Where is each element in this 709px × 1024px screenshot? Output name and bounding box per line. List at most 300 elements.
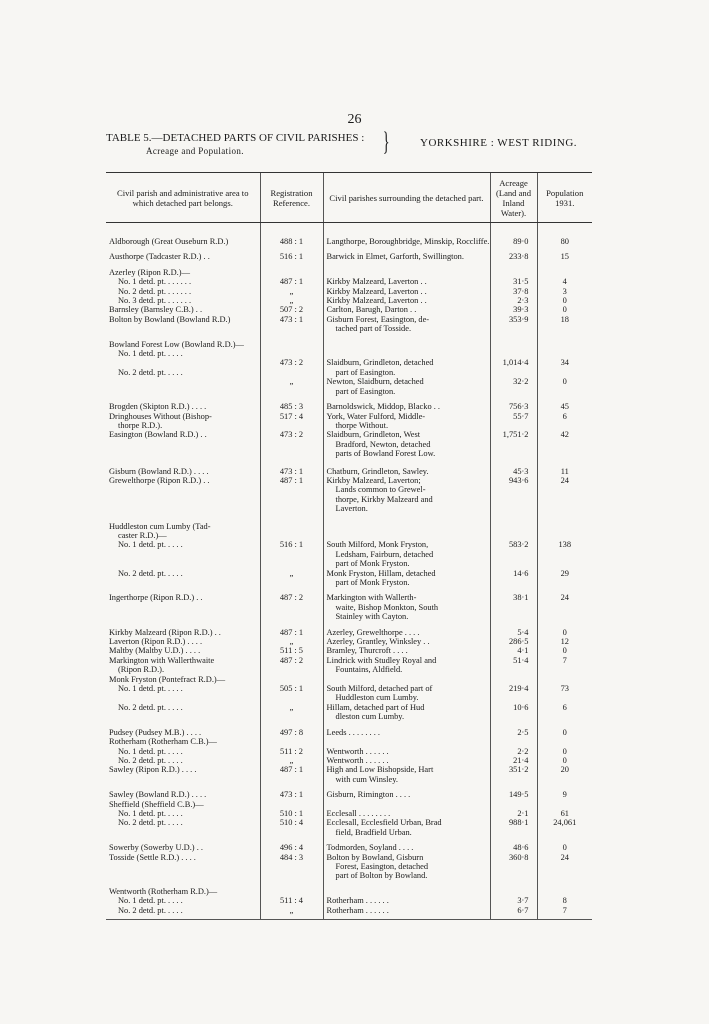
surrounding-line: Laverton.: [335, 504, 368, 514]
population-line: 0: [562, 843, 567, 853]
population-line: [541, 665, 590, 674]
parish-cell: [106, 246, 260, 261]
acreage-line: 219·4: [508, 684, 529, 694]
population-line: 20: [560, 765, 569, 775]
surrounding-cell: [323, 246, 490, 261]
parish-cell: [106, 784, 260, 837]
parish-line: (Ripon R.D.).: [118, 665, 165, 675]
population-line: 3: [562, 286, 567, 296]
parish-line: No. 1 detd. pt. . . . .: [118, 746, 183, 756]
population-line: 24: [560, 475, 569, 485]
population-cell: [537, 514, 592, 588]
reference-line: [264, 559, 320, 568]
acreage-line: [494, 268, 529, 277]
brace-glyph: }: [382, 127, 390, 156]
parish-line: No. 1 detd. pt. . . . .: [118, 540, 183, 550]
parish-line: Azerley (Ripon R.D.)—: [109, 267, 190, 277]
acreage-line: 55·7: [513, 411, 529, 421]
population-cell: [537, 881, 592, 915]
parish-cell: [106, 334, 260, 396]
reference-line: 497 : 8: [279, 727, 304, 737]
parish-line: Maltby (Maltby U.D.) . . . .: [109, 646, 201, 656]
surrounding-line: [327, 268, 487, 277]
population-cell: [537, 334, 592, 396]
region-title: YORKSHIRE : WEST RIDING.: [420, 137, 578, 149]
parish-line: No. 1 detd. pt. . . . .: [118, 684, 183, 694]
reference-line: 487 : 1: [279, 475, 304, 485]
parish-line: Huddleston cum Lumby (Tad-: [109, 521, 211, 531]
parish-line: No. 2 detd. pt. . . . .: [118, 367, 183, 377]
reference-cell: [260, 622, 323, 722]
population-line: [541, 522, 590, 531]
parish-line: Tosside (Settle R.D.) . . . .: [109, 852, 196, 862]
population-cell: [537, 622, 592, 722]
table-spacer-row: [106, 915, 592, 920]
surrounding-line: Slaidburn, Grindleton, West: [326, 430, 421, 440]
table-row: [106, 514, 592, 588]
surrounding-line: field, Bradfield Urban.: [335, 827, 412, 837]
acreage-cell: [490, 334, 537, 396]
parish-line: No. 2 detd. pt. . . . .: [118, 702, 183, 712]
population-line: 138: [558, 540, 572, 550]
surrounding-line: Forest, Easington, detached: [335, 861, 429, 871]
surrounding-line: Newton, Slaidburn, detached: [326, 377, 424, 387]
acreage-cell: [490, 784, 537, 837]
reference-line: [264, 340, 320, 349]
parish-cell: [106, 837, 260, 881]
population-line: 0: [562, 727, 567, 737]
reference-cell: [260, 587, 323, 621]
surrounding-line: Markington with Wallerth-: [326, 593, 417, 603]
acreage-line: [494, 340, 529, 349]
reference-line: 473 : 2: [279, 358, 304, 368]
acreage-line: 351·2: [508, 765, 529, 775]
reference-cell: [260, 722, 323, 784]
acreage-line: 1,751·2: [502, 430, 529, 440]
acreage-line: [494, 800, 529, 809]
surrounding-cell: [323, 223, 490, 247]
population-cell: [537, 837, 592, 881]
spacer-cell: [260, 915, 323, 920]
table-row: [106, 246, 592, 261]
parish-line: No. 2 detd. pt. . . . .: [118, 905, 183, 915]
acreage-cell: [490, 837, 537, 881]
parish-cell: [106, 881, 260, 915]
reference-line: 487 : 2: [279, 593, 304, 603]
surrounding-line: Azerley, Grewelthorpe . . . .: [326, 627, 420, 637]
acreage-line: [494, 421, 529, 430]
population-line: 24,061: [553, 818, 577, 828]
reference-line: 516 : 1: [279, 540, 304, 550]
acreage-line: 10·6: [513, 702, 529, 712]
acreage-line: 2·3: [517, 296, 529, 306]
acreage-line: 21·4: [513, 755, 529, 765]
reference-line: [264, 268, 320, 277]
parish-line: [109, 550, 257, 559]
table-row: [106, 837, 592, 881]
col-header-parish: Civil parish and administrative area to which detached part belongs.: [106, 173, 260, 223]
population-cell: [537, 223, 592, 247]
population-cell: [537, 262, 592, 334]
surrounding-line: Slaidburn, Grindleton, detached: [326, 358, 434, 368]
population-line: 42: [560, 430, 569, 440]
surrounding-line: York, Water Fulford, Middle-: [326, 411, 426, 421]
surrounding-line: Rotherham . . . . . .: [326, 905, 389, 915]
reference-line: [264, 531, 320, 540]
surrounding-cell: [323, 622, 490, 722]
surrounding-line: [327, 800, 487, 809]
parish-line: Barnsley (Barnsley C.B.) . .: [109, 305, 203, 315]
acreage-line: 39·3: [513, 305, 529, 315]
surrounding-line: Huddleston cum Lumby.: [335, 693, 419, 703]
acreage-line: 48·6: [513, 843, 529, 853]
reference-line: „: [289, 702, 294, 712]
surrounding-line: Wentworth . . . . . .: [326, 746, 389, 756]
reference-line: [264, 368, 320, 377]
population-line: [541, 559, 590, 568]
surrounding-line: thorpe, Kirkby Malzeard and: [335, 494, 433, 504]
reference-line: 507 : 2: [279, 305, 304, 315]
surrounding-line: Carlton, Barugh, Darton . .: [326, 305, 417, 315]
acreage-line: [494, 559, 529, 568]
parish-line: Kirkby Malzeard (Ripon R.D.) . .: [109, 627, 221, 637]
parish-line: No. 1 detd. pt. . . . .: [118, 349, 183, 359]
table-title: TABLE 5.—DETACHED PARTS OF CIVIL PARISHES :: [106, 132, 365, 144]
reference-line: 473 : 1: [279, 314, 304, 324]
parish-cell: [106, 722, 260, 784]
parish-cell: [106, 459, 260, 514]
surrounding-line: Gisburn, Rimington . . . .: [326, 790, 411, 800]
reference-cell: [260, 514, 323, 588]
acreage-line: 14·6: [513, 568, 529, 578]
parish-line: No. 3 detd. pt. . . . . . .: [118, 296, 192, 306]
surrounding-line: part of Monk Fryston.: [335, 559, 410, 569]
reference-line: „: [289, 296, 294, 306]
acreage-line: 2·1: [517, 808, 529, 818]
acreage-line: [494, 887, 529, 896]
reference-cell: [260, 459, 323, 514]
surrounding-line: part of Bolton by Bowland.: [335, 871, 428, 881]
acreage-cell: [490, 514, 537, 588]
reference-line: [264, 421, 320, 430]
reference-line: 511 : 2: [280, 746, 303, 756]
reference-line: 496 : 4: [279, 843, 304, 853]
surrounding-line: part of Easington.: [335, 367, 396, 377]
acreage-line: 756·3: [508, 402, 529, 412]
parish-line: [109, 693, 257, 702]
population-line: 24: [560, 593, 569, 603]
parish-line: Rotherham (Rotherham C.B.)—: [109, 737, 217, 747]
surrounding-line: Ecclesall . . . . . . . .: [326, 808, 391, 818]
col-header-surrounding: Civil parishes surrounding the detached part.: [323, 173, 490, 223]
acreage-cell: [490, 396, 537, 458]
surrounding-line: part of Monk Fryston.: [335, 578, 410, 587]
reference-cell: [260, 246, 323, 261]
surrounding-line: Bolton by Bowland, Gisburn: [326, 852, 424, 862]
parish-line: No. 1 detd. pt. . . . .: [118, 896, 183, 906]
parish-cell: [106, 262, 260, 334]
surrounding-line: tached part of Tosside.: [335, 324, 412, 334]
surrounding-line: [327, 340, 487, 349]
population-line: 24: [560, 852, 569, 862]
surrounding-line: Bradford, Newton, detached: [335, 439, 431, 449]
table-header-row: [106, 173, 592, 223]
col-header-acreage: Acreage (Land and Inland Water).: [490, 173, 537, 223]
population-line: 0: [562, 755, 567, 765]
surrounding-cell: [323, 587, 490, 621]
parish-line: Sawley (Bowland R.D.) . . . .: [109, 790, 207, 800]
parish-line: Austhorpe (Tadcaster R.D.) . .: [109, 252, 210, 262]
surrounding-line: Leeds . . . . . . . .: [326, 727, 380, 737]
reference-line: „: [289, 755, 294, 765]
population-line: [541, 340, 590, 349]
population-line: 8: [562, 896, 567, 906]
surrounding-line: Todmorden, Soyland . . . .: [326, 843, 414, 853]
parish-line: Sheffield (Sheffield C.B.)—: [109, 799, 204, 809]
parish-line: Easington (Bowland R.D.) . .: [109, 430, 207, 440]
table-row: [106, 622, 592, 722]
reference-line: „: [289, 568, 294, 578]
parish-line: Aldborough (Great Ouseburn R.D.): [109, 237, 229, 246]
parish-cell: [106, 514, 260, 588]
acreage-line: 5·4: [517, 627, 529, 637]
reference-line: [264, 887, 320, 896]
surrounding-cell: [323, 722, 490, 784]
surrounding-line: Kirkby Malzeard, Laverton;: [326, 475, 421, 485]
surrounding-line: Azerley, Grantley, Winksley . .: [326, 637, 430, 647]
surrounding-line: Monk Fryston, Hillam, detached: [326, 568, 436, 578]
acreage-line: [494, 368, 529, 377]
population-line: 4: [562, 277, 567, 287]
population-line: 12: [560, 637, 569, 647]
acreage-line: [494, 665, 529, 674]
parish-line: Grewelthorpe (Ripon R.D.) . .: [109, 475, 210, 485]
surrounding-line: High and Low Bishopside, Hart: [326, 765, 434, 775]
table-body: [106, 223, 592, 920]
acreage-line: [494, 522, 529, 531]
population-line: 0: [562, 646, 567, 656]
population-line: 7: [562, 905, 567, 915]
parish-line: Wentworth (Rotherham R.D.)—: [109, 886, 218, 896]
acreage-cell: [490, 881, 537, 915]
reference-line: 485 : 3: [279, 402, 304, 412]
acreage-line: [494, 349, 529, 358]
acreage-line: 4·1: [517, 646, 529, 656]
surrounding-line: dleston cum Lumby.: [335, 712, 405, 722]
population-cell: [537, 396, 592, 458]
acreage-cell: [490, 722, 537, 784]
parish-cell: [106, 622, 260, 722]
acreage-line: [494, 675, 529, 684]
reference-line: [264, 522, 320, 531]
acreage-cell: [490, 587, 537, 621]
population-line: 18: [560, 314, 569, 324]
surrounding-line: Fountains, Aldfield.: [335, 665, 403, 675]
population-line: 15: [560, 252, 569, 262]
acreage-line: 149·5: [508, 790, 529, 800]
reference-line: 511 : 5: [280, 646, 303, 656]
reference-line: [264, 737, 320, 746]
surrounding-line: Lands common to Grewel-: [335, 485, 426, 495]
reference-cell: [260, 262, 323, 334]
reference-line: 505 : 1: [279, 684, 304, 694]
surrounding-line: Rotherham . . . . . .: [326, 896, 389, 906]
table-row: [106, 587, 592, 621]
acreage-line: [494, 693, 529, 702]
surrounding-line: Kirkby Malzeard, Laverton . .: [326, 277, 427, 287]
reference-cell: [260, 334, 323, 396]
population-line: 45: [560, 402, 569, 412]
page-number: 26: [347, 112, 362, 127]
reference-line: [264, 675, 320, 684]
population-line: [541, 693, 590, 702]
reference-line: 511 : 4: [280, 896, 303, 906]
acreage-line: 286·5: [508, 637, 529, 647]
population-line: 0: [562, 746, 567, 756]
acreage-line: 6·7: [517, 905, 529, 915]
population-line: 0: [562, 377, 567, 387]
surrounding-line: Hillam, detached part of Hud: [326, 702, 425, 712]
reference-line: [264, 550, 320, 559]
acreage-line: 353·9: [508, 314, 529, 324]
spacer-cell: [490, 915, 537, 920]
reference-line: 473 : 1: [279, 790, 304, 800]
parish-line: thorpe R.D.).: [118, 420, 163, 430]
parish-line: No. 1 detd. pt. . . . .: [118, 808, 183, 818]
surrounding-line: Chatburn, Grindleton, Sawley.: [326, 466, 429, 476]
parish-line: caster R.D.)—: [118, 530, 167, 540]
population-line: [541, 531, 590, 540]
col-header-reference: Registration Reference.: [260, 173, 323, 223]
reference-cell: [260, 223, 323, 247]
surrounding-line: Lindrick with Studley Royal and: [326, 655, 437, 665]
population-cell: [537, 587, 592, 621]
table-row: [106, 223, 592, 247]
acreage-line: 2·5: [517, 727, 529, 737]
parish-cell: [106, 587, 260, 621]
surrounding-line: [327, 349, 487, 358]
population-line: 0: [562, 305, 567, 315]
parish-line: Pudsey (Pudsey M.B.) . . . .: [109, 727, 202, 737]
acreage-line: 233·8: [508, 252, 529, 262]
reference-line: [264, 349, 320, 358]
acreage-line: [494, 737, 529, 746]
surrounding-line: Ledsham, Fairburn, detached: [335, 549, 434, 559]
table-row: [106, 396, 592, 458]
acreage-line: 1,014·4: [502, 358, 529, 368]
surrounding-line: South Milford, detached part of: [326, 684, 433, 694]
acreage-line: 943·6: [508, 475, 529, 485]
surrounding-line: Kirkby Malzeard, Laverton . .: [326, 286, 427, 296]
parish-line: Ingerthorpe (Ripon R.D.) . .: [109, 593, 203, 603]
reference-line: „: [289, 905, 294, 915]
acreage-line: 37·8: [513, 286, 529, 296]
acreage-cell: [490, 622, 537, 722]
surrounding-line: Bramley, Thurcroft . . . .: [326, 646, 408, 656]
surrounding-line: [327, 531, 487, 540]
parish-line: [109, 358, 257, 367]
acreage-line: 360·8: [508, 852, 529, 862]
surrounding-line: Barwick in Elmet, Garforth, Swillington.: [326, 252, 464, 262]
parish-line: Bolton by Bowland (Bowland R.D.): [109, 314, 231, 324]
surrounding-line: [327, 887, 487, 896]
acreage-line: 583·2: [508, 540, 529, 550]
reference-line: 487 : 2: [279, 655, 304, 665]
table-subtitle: Acreage and Population.: [146, 146, 244, 156]
reference-line: „: [289, 637, 294, 647]
spacer-cell: [106, 915, 260, 920]
reference-line: „: [289, 377, 294, 387]
parish-line: No. 1 detd. pt. . . . . . .: [118, 277, 192, 287]
surrounding-cell: [323, 784, 490, 837]
surrounding-cell: [323, 837, 490, 881]
population-line: 6: [562, 702, 567, 712]
reference-line: 473 : 2: [279, 430, 304, 440]
surrounding-cell: [323, 262, 490, 334]
parish-line: Monk Fryston (Pontefract R.D.)—: [109, 674, 226, 684]
reference-line: [264, 800, 320, 809]
surrounding-cell: [323, 334, 490, 396]
surrounding-cell: [323, 881, 490, 915]
population-line: 80: [560, 237, 569, 246]
table-row: [106, 459, 592, 514]
acreage-line: 3·7: [517, 896, 529, 906]
reference-line: 516 : 1: [279, 252, 304, 262]
acreage-line: 2·2: [517, 746, 529, 756]
acreage-line: 32·2: [513, 377, 529, 387]
population-line: 7: [562, 655, 567, 665]
surrounding-line: [327, 522, 487, 531]
population-line: 61: [560, 808, 569, 818]
acreage-line: 38·1: [513, 593, 529, 603]
reference-line: 487 : 1: [279, 627, 304, 637]
acreage-line: 45·3: [513, 466, 529, 476]
parish-line: Sowerby (Sowerby U.D.) . .: [109, 843, 203, 853]
surrounding-line: Wentworth . . . . . .: [326, 755, 389, 765]
population-line: 9: [562, 790, 567, 800]
reference-line: 510 : 1: [279, 808, 304, 818]
surrounding-cell: [323, 514, 490, 588]
acreage-line: 988·1: [508, 818, 529, 828]
spacer-cell: [537, 915, 592, 920]
parish-line: Dringhouses Without (Bishop-: [109, 411, 212, 421]
reference-line: 517 : 4: [279, 411, 304, 421]
reference-line: [264, 693, 320, 702]
reference-line: „: [289, 286, 294, 296]
parish-line: No. 2 detd. pt. . . . . . .: [118, 286, 192, 296]
reference-cell: [260, 784, 323, 837]
population-line: [541, 268, 590, 277]
parish-line: Markington with Wallerthwaite: [109, 655, 215, 665]
table-title-block: [106, 132, 364, 158]
acreage-line: 51·4: [513, 655, 529, 665]
surrounding-cell: [323, 459, 490, 514]
population-line: [541, 800, 590, 809]
surrounding-line: Langthorpe, Boroughbridge, Minskip, Roccliffe.: [326, 237, 490, 246]
parish-cell: [106, 396, 260, 458]
reference-cell: [260, 837, 323, 881]
acreage-cell: [490, 246, 537, 261]
parish-line: No. 2 detd. pt. . . . .: [118, 818, 183, 828]
surrounding-line: Barnoldswick, Middop, Blacko . .: [326, 402, 441, 412]
population-line: 29: [560, 568, 569, 578]
acreage-cell: [490, 262, 537, 334]
acreage-line: 31·5: [513, 277, 529, 287]
table-row: [106, 262, 592, 334]
col-header-population: Population 1931.: [537, 173, 592, 223]
surrounding-line: thorpe Without.: [335, 420, 389, 430]
reference-cell: [260, 881, 323, 915]
